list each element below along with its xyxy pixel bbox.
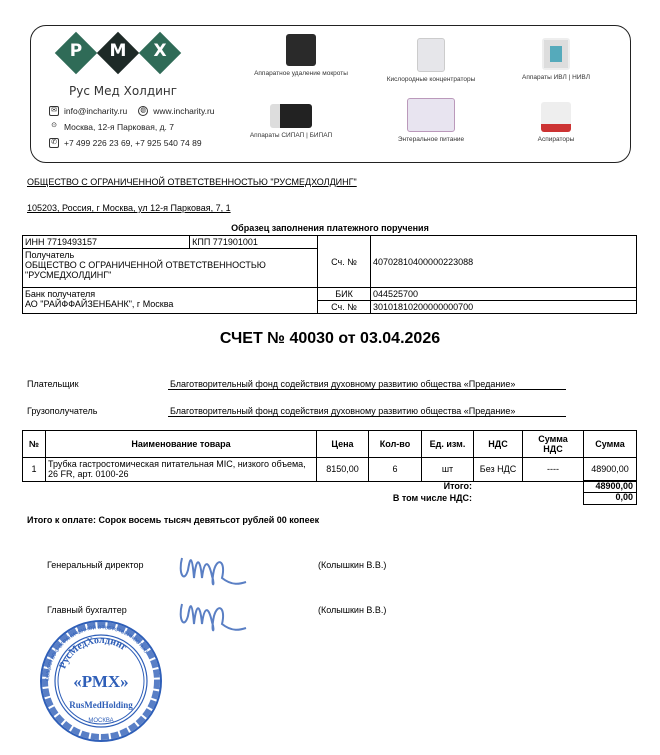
inn: ИНН 7719493157 — [23, 236, 190, 249]
email-link[interactable]: info@incharity.ru — [64, 106, 128, 116]
product-item: Аппараты СИПАП | БИПАП — [231, 104, 351, 140]
product-image — [542, 38, 570, 70]
location-pin-icon: ⊙ — [51, 122, 57, 129]
mail-icon: ✉ — [49, 106, 59, 116]
product-item: Аспираторы — [496, 102, 616, 144]
letterhead: Р М Х Рус Мед Холдинг ✉ info@incharity.ru ◍ www.incharity.ru ⊙ Москва, 12-я Парковая, д. 7 ✆ +7 499 226 23 69, +7 925 540 74 89 Аппаратное удаление мокроты Кислородные концентраторы Аппараты ИВЛ | НИВЛ Аппараты СИПАП | БИПАП Энтеральное питание Аспираторы — [30, 25, 631, 163]
payment-details-table: ИНН 7719493157 КПП 771901001 Сч. № 40702810400000223088 Получатель ОБЩЕСТВО С ОГРАНИЧЕННОЙ ОТВЕТСТВЕННОСТЬЮ "РУСМЕДХОЛДИНГ" Банк получателя АО "РАЙФФАЙЗЕНБАНК", г Москва БИК 044525700 Сч. № 30101810200000000700 — [22, 235, 637, 314]
bik: 044525700 — [371, 288, 637, 301]
total-value: 48900,00 — [583, 480, 637, 493]
amount-in-words: Итого к оплате: Сорок восемь тысяч девятьсот рублей 00 копеек — [27, 515, 320, 525]
recipient: ОБЩЕСТВО С ОГРАНИЧЕННОЙ ОТВЕТСТВЕННОСТЬЮ "РУСМЕДХОЛДИНГ" — [25, 260, 266, 280]
bank-name: АО "РАЙФФАЙЗЕНБАНК", г Москва — [25, 299, 174, 309]
brand-name: Рус Мед Холдинг — [69, 84, 178, 98]
svg-text:RusMedHolding: RusMedHolding — [69, 700, 133, 710]
accountant-name: (Колышкин В.В.) — [318, 605, 387, 615]
director-signature — [176, 548, 256, 590]
product-image — [407, 98, 455, 132]
phone-icon: ✆ — [49, 138, 59, 148]
consignee: Благотворительный фонд содействия духовному развитию общества «Предание» — [168, 406, 566, 417]
company-stamp — [38, 618, 164, 744]
address-line: ⊙ Москва, 12-я Парковая, д. 7 — [49, 122, 174, 132]
svg-text:ОБЩЕСТВО С ОГРАНИЧЕННОЙ ОТВЕТС: ОБЩЕСТВО С ОГРАНИЧЕННОЙ ОТВЕТСТВЕННОСТЬЮ — [44, 624, 149, 682]
account-number: 40702810400000223088 — [371, 236, 637, 288]
kpp: КПП 771901001 — [190, 236, 318, 249]
payer: Благотворительный фонд содействия духовному развитию общества «Предание» — [168, 379, 566, 390]
table-row: 1 Трубка гастростомическая питательная MIC, низкого объема, 26 FR, арт. 0100-26 8150,00 6 шт Без НДС ---- 48900,00 — [23, 458, 637, 482]
product-item: Кислородные концентраторы — [371, 38, 491, 84]
svg-text:«РМХ»: «РМХ» — [73, 672, 129, 691]
company-address: 105203, Россия, г Москва, ул 12-я Парковая, 7, 1 — [27, 203, 231, 213]
product-image — [541, 102, 571, 132]
product-item: Аппаратное удаление мокроты — [241, 34, 361, 78]
phone-line: ✆ +7 499 226 23 69, +7 925 540 74 89 — [49, 138, 202, 148]
product-image — [417, 38, 445, 72]
product-item: Аппараты ИВЛ | НИВЛ — [496, 38, 616, 82]
product-image — [270, 104, 312, 128]
invoice-title: СЧЕТ № 40030 от 03.04.2026 — [219, 330, 441, 347]
company-name: ОБЩЕСТВО С ОГРАНИЧЕННОЙ ОТВЕТСТВЕННОСТЬЮ "РУСМЕДХОЛДИНГ" — [27, 177, 357, 187]
director-name: (Колышкин В.В.) — [318, 560, 387, 570]
email-line — [49, 106, 215, 116]
accountant-signature — [176, 594, 256, 636]
vat-total-value: 0,00 — [583, 492, 637, 505]
product-image — [286, 34, 316, 66]
payment-sample-title: Образец заполнения платежного поручения — [231, 223, 429, 233]
correspondent-account: 30101810200000000700 — [371, 301, 637, 314]
globe-icon: ◍ — [140, 107, 147, 114]
website-link[interactable]: www.incharity.ru — [153, 106, 215, 116]
svg-text:РусМедХолдинг: РусМедХолдинг — [57, 634, 129, 671]
product-item: Энтеральное питание — [371, 98, 491, 144]
items-table: № Наименование товара Цена Кол-во Ед. изм. НДС Сумма НДС Сумма 1 Трубка гастростомическая питательная MIC, низкого объема, 26 FR, арт. 0100-26 8150,00 6 шт Без НДС ---- 48900,00 — [22, 430, 637, 482]
svg-text:МОСКВА: МОСКВА — [88, 718, 114, 724]
